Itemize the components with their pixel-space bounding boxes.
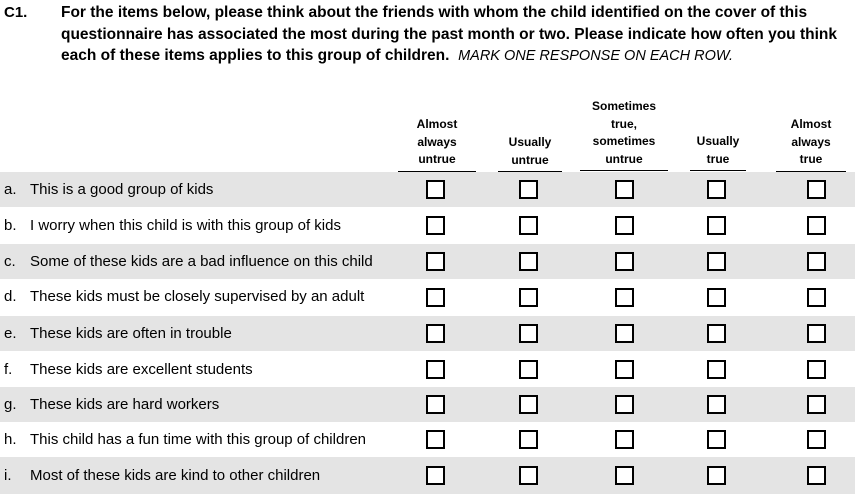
checkbox-usually-untrue[interactable] xyxy=(519,466,538,485)
row-letter: f. xyxy=(4,361,13,378)
column-header-usually-true: Usually true xyxy=(690,133,746,171)
row-label xyxy=(4,467,320,484)
row-letter: b. xyxy=(4,217,17,234)
row-text: I worry when this child is with this group of kids xyxy=(30,217,341,234)
checkbox-sometimes[interactable] xyxy=(615,430,634,449)
question-instruction: MARK ONE RESPONSE ON EACH ROW. xyxy=(458,48,734,64)
row-text: These kids are hard workers xyxy=(30,396,220,413)
checkbox-usually-untrue[interactable] xyxy=(519,360,538,379)
checkbox-almost-always-untrue[interactable] xyxy=(426,180,445,199)
row-letter: c. xyxy=(4,253,16,270)
checkbox-sometimes[interactable] xyxy=(615,360,634,379)
table-row xyxy=(0,279,855,315)
row-label xyxy=(4,217,341,234)
checkbox-almost-always-untrue[interactable] xyxy=(426,324,445,343)
checkbox-usually-true[interactable] xyxy=(707,252,726,271)
checkbox-almost-always-true[interactable] xyxy=(807,216,826,235)
column-header-usually-untrue: Usually untrue xyxy=(498,134,562,172)
table-row xyxy=(0,244,855,279)
question-number: C1. xyxy=(4,4,28,21)
checkbox-usually-true[interactable] xyxy=(707,324,726,343)
row-letter: h. xyxy=(4,431,17,448)
checkbox-sometimes[interactable] xyxy=(615,395,634,414)
row-label xyxy=(4,396,219,413)
checkbox-sometimes[interactable] xyxy=(615,180,634,199)
column-header-almost-always-untrue: Almost always untrue xyxy=(398,116,476,172)
checkbox-almost-always-true[interactable] xyxy=(807,430,826,449)
column-header-sometimes: Sometimes true, sometimes untrue xyxy=(580,98,668,171)
checkbox-sometimes[interactable] xyxy=(615,466,634,485)
table-row xyxy=(0,208,855,243)
row-text: These kids must be closely supervised by an adult xyxy=(30,288,365,305)
checkbox-sometimes[interactable] xyxy=(615,252,634,271)
checkbox-almost-always-true[interactable] xyxy=(807,466,826,485)
row-text: This is a good group of kids xyxy=(30,181,214,198)
table-row xyxy=(0,352,855,387)
question-prompt: For the items below, please think about the friends with whom the child identified on the cover of this questionnaire has associated the most during the past month or two. Please indicate how often you think each of these items applies to this group of children. xyxy=(61,4,837,64)
row-letter: d. xyxy=(4,288,17,305)
row-label xyxy=(4,253,373,270)
checkbox-usually-true[interactable] xyxy=(707,216,726,235)
question-text xyxy=(61,2,841,68)
row-label xyxy=(4,288,364,305)
checkbox-usually-true[interactable] xyxy=(707,360,726,379)
checkbox-almost-always-untrue[interactable] xyxy=(426,252,445,271)
checkbox-almost-always-untrue[interactable] xyxy=(426,395,445,414)
checkbox-almost-always-untrue[interactable] xyxy=(426,288,445,307)
checkbox-almost-always-true[interactable] xyxy=(807,180,826,199)
checkbox-usually-true[interactable] xyxy=(707,430,726,449)
row-label xyxy=(4,325,232,342)
table-row xyxy=(0,316,855,351)
checkbox-usually-true[interactable] xyxy=(707,466,726,485)
checkbox-usually-untrue[interactable] xyxy=(519,430,538,449)
checkbox-usually-true[interactable] xyxy=(707,288,726,307)
row-text: These kids are often in trouble xyxy=(30,325,232,342)
table-row xyxy=(0,387,855,422)
checkbox-almost-always-untrue[interactable] xyxy=(426,216,445,235)
column-header-almost-always-true: Almost always true xyxy=(776,116,846,172)
checkbox-usually-true[interactable] xyxy=(707,180,726,199)
row-letter: i. xyxy=(4,467,12,484)
checkbox-usually-untrue[interactable] xyxy=(519,252,538,271)
checkbox-almost-always-true[interactable] xyxy=(807,360,826,379)
checkbox-usually-untrue[interactable] xyxy=(519,395,538,414)
row-text: These kids are excellent students xyxy=(30,361,253,378)
table-row xyxy=(0,422,855,457)
table-row xyxy=(0,457,855,494)
checkbox-usually-untrue[interactable] xyxy=(519,216,538,235)
checkbox-usually-untrue[interactable] xyxy=(519,324,538,343)
checkbox-sometimes[interactable] xyxy=(615,324,634,343)
table-row xyxy=(0,172,855,207)
checkbox-almost-always-untrue[interactable] xyxy=(426,430,445,449)
row-text: This child has a fun time with this group of children xyxy=(30,431,366,448)
checkbox-sometimes[interactable] xyxy=(615,288,634,307)
row-label xyxy=(4,181,213,198)
row-text: Most of these kids are kind to other children xyxy=(30,467,321,484)
row-letter: a. xyxy=(4,181,17,198)
checkbox-almost-always-untrue[interactable] xyxy=(426,360,445,379)
checkbox-almost-always-true[interactable] xyxy=(807,252,826,271)
row-label xyxy=(4,431,366,448)
checkbox-usually-true[interactable] xyxy=(707,395,726,414)
row-letter: e. xyxy=(4,325,17,342)
checkbox-usually-untrue[interactable] xyxy=(519,288,538,307)
checkbox-almost-always-true[interactable] xyxy=(807,324,826,343)
checkbox-almost-always-untrue[interactable] xyxy=(426,466,445,485)
checkbox-sometimes[interactable] xyxy=(615,216,634,235)
checkbox-almost-always-true[interactable] xyxy=(807,288,826,307)
row-letter: g. xyxy=(4,396,17,413)
row-text: Some of these kids are a bad influence on this child xyxy=(30,253,373,270)
row-label xyxy=(4,361,253,378)
checkbox-almost-always-true[interactable] xyxy=(807,395,826,414)
checkbox-usually-untrue[interactable] xyxy=(519,180,538,199)
